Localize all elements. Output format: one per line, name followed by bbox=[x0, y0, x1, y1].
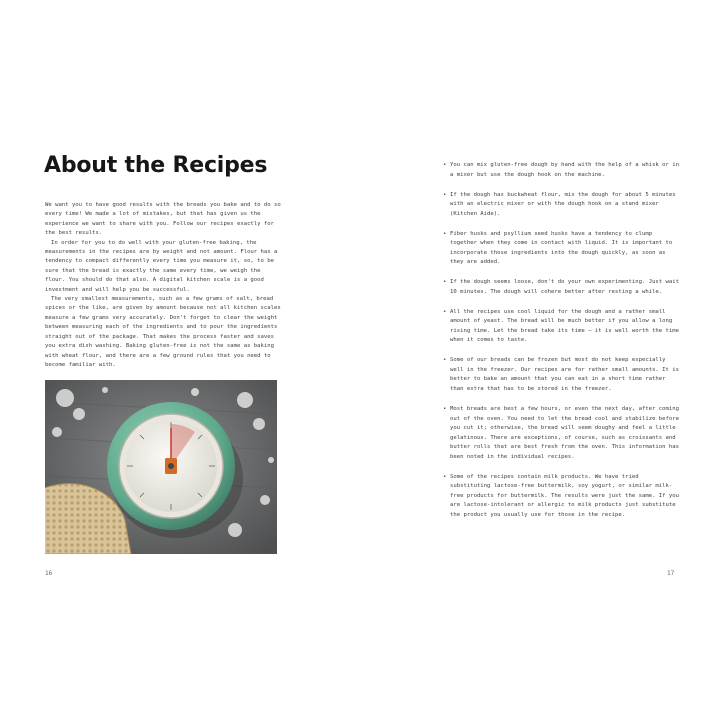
bullet-icon: • bbox=[443, 357, 447, 364]
tips-list bbox=[443, 161, 679, 531]
bullet-icon: • bbox=[443, 162, 447, 168]
list-item-text: Some of our breads can be frozen but most do not keep especially well in the freezer. Our recipes are for rather small amounts. It is better to bake an amount that you can eat in a short time rather than extra that has to be stored in the freezer. bbox=[450, 357, 680, 392]
intro-paragraph: In order for you to do well with your gluten-free baking, the measurements in the recipes are by weight and not amount. Flour has a tendency to compact differently every time you measure it, so, to be sure that the bread is exactly the same every time, we weigh the flour. You should do that also. A digital kitchen scale is a good investment and will help you be successful. bbox=[45, 239, 278, 293]
intro-paragraph: The very smallest measurements, such as a few grams of salt, bread spices or the like, are given by amount because not all kitchen scales measure a few grams very accurately. Don't forget to clear the weight between measuring each of the ingredients and to pour the ingredients straight out of the package. That makes the process faster and saves you extra dish washing. Baking gluten-free is not the same as baking with wheat flour, and there are a few ground rules that you need to become familiar with. bbox=[45, 296, 281, 368]
list-item bbox=[443, 191, 679, 220]
bullet-icon: • bbox=[443, 473, 447, 480]
page-title: About the Recipes bbox=[44, 153, 268, 178]
list-item bbox=[443, 230, 679, 268]
list-item-text: If the dough has buckwheat flour, mix the dough for about 5 minutes with an electric mixer or with the dough hook on a stand mixer (Kitchen Aide). bbox=[450, 191, 676, 217]
list-item bbox=[443, 161, 679, 180]
list-item-text: Fiber husks and psyllium seed husks have a tendency to clump together when they come in contact with liquid. It is important to incorporate those ingredients into the dough quickly, as soon as they are added. bbox=[450, 230, 673, 266]
list-item bbox=[443, 308, 679, 346]
list-item-text: If the dough seems loose, don't do your own experimenting. Just wait 10 minutes. The dough will cohere better after resting a while. bbox=[450, 279, 680, 295]
bullet-icon: • bbox=[443, 279, 447, 286]
page-number-left: 16 bbox=[45, 570, 53, 577]
list-item bbox=[443, 278, 679, 297]
list-item-text: All the recipes use cool liquid for the dough and a rather small amount of yeast. The bread will be much better if you allow a long rising time. Let the bread take its time — it is well worth the time when it comes to taste. bbox=[450, 308, 680, 344]
kitchen-timer-photo bbox=[45, 380, 277, 554]
list-item bbox=[443, 405, 679, 462]
list-item-text: You can mix gluten-free dough by hand with the help of a whisk or in a mixer but use the dough hook on the machine. bbox=[450, 162, 680, 178]
bullet-icon: • bbox=[443, 406, 447, 413]
intro-paragraph: We want you to have good results with the breads you bake and to do so every time! We made a lot of mistakes, but that has given us the experience we want to share with you. Follow our recipes exactly for the best results. bbox=[45, 202, 281, 237]
list-item-text: Some of the recipes contain milk products. We have tried substituting lactose-free buttermilk, soy yogurt, or similar milk-free products for buttermilk. The results were just the same. If you are lactose-intolerant or allergic to milk products just substitute the product you usually use for those in the recipe. bbox=[450, 473, 680, 518]
list-item-text: Most breads are best a few hours, or even the next day, after coming out of the oven. You need to let the bread cool and stabilize before you cut it; otherwise, the bread will seem doughy and feel a little gelatinous. There are exceptions, of course, such as croissants and butter rolls that are best fresh from the oven. This information has been noted in the individual recipes. bbox=[450, 406, 680, 460]
page-number-right: 17 bbox=[667, 570, 675, 577]
kitchen-timer-icon bbox=[107, 402, 235, 530]
list-item bbox=[443, 356, 679, 394]
bullet-icon: • bbox=[443, 308, 447, 315]
bullet-icon: • bbox=[443, 191, 447, 198]
list-item bbox=[443, 473, 679, 521]
intro-text bbox=[45, 201, 281, 370]
bullet-icon: • bbox=[443, 230, 447, 237]
